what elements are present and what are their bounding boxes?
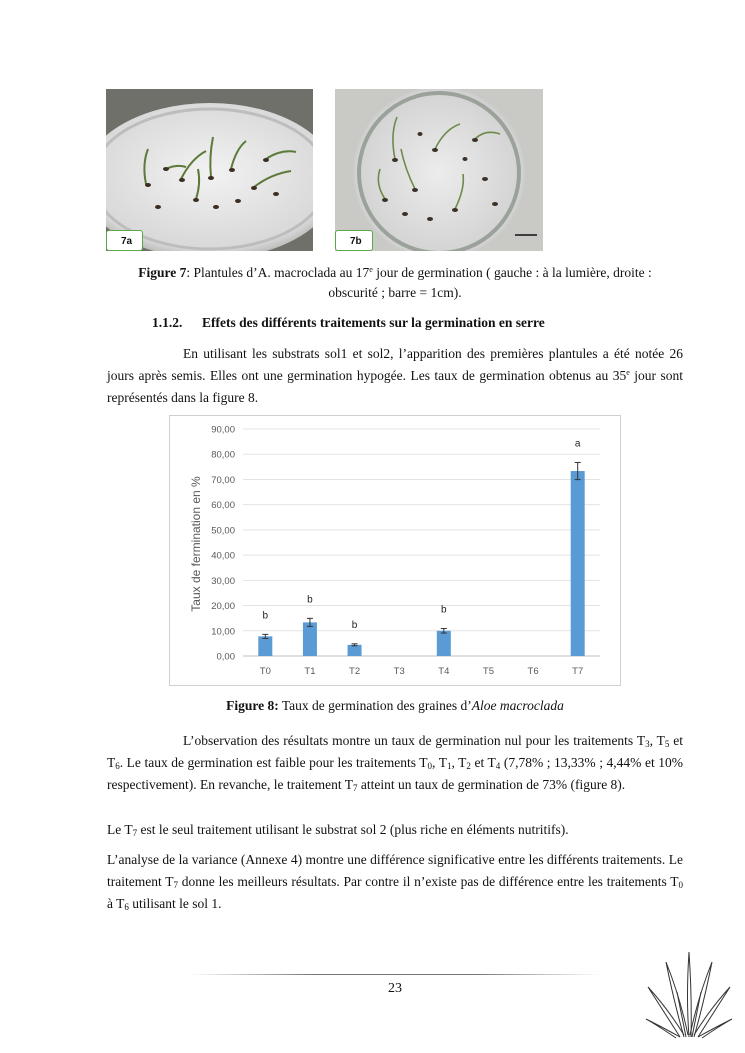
section-heading xyxy=(152,315,545,331)
y-tick-label: 10,00 xyxy=(211,626,235,638)
x-tick-label: T6 xyxy=(527,666,539,677)
photo-label-7b: 7b xyxy=(335,230,373,251)
x-tick-label: T5 xyxy=(482,666,494,677)
y-tick-label: 80,00 xyxy=(211,449,235,461)
paragraph-2: L’observation des résultats montre un taux de germination nul pour les traitements $T_3$, $T_5$ et $T_6$. Le taux de germination est faible pour les traitements $T_0$, $T_1$, $T_2$ et $T_4$ (7,78% ; 13,33% ; 4,44% et 10% respectivement). En revanche, le traitement $T_7$ atteint un taux de germination de 73% (figure 8). xyxy=(107,733,683,793)
x-tick-label: T3 xyxy=(393,666,405,677)
y-tick-label: 70,00 xyxy=(211,474,235,486)
x-tick-label: T1 xyxy=(304,666,316,677)
section-title: Effets des différents traitements sur la germination en serre xyxy=(202,315,545,330)
photo-label-7a: 7a xyxy=(106,230,143,251)
y-tick-label: 60,00 xyxy=(211,500,235,512)
y-tick-label: 40,00 xyxy=(211,550,235,562)
page-number: 23 xyxy=(388,981,402,996)
chart-svg xyxy=(170,416,620,685)
photo-7b xyxy=(335,89,543,251)
footer-rule xyxy=(190,974,600,975)
figure-8-label: Figure 8: xyxy=(226,698,279,713)
y-tick-label: 20,00 xyxy=(211,601,235,613)
germination-chart xyxy=(169,415,621,686)
paragraph-3: Le $T_7$ est le seul traitement utilisant le substrat sol 2 (plus riche en éléments nutritifs). xyxy=(107,822,569,838)
x-tick-label: T0 xyxy=(259,666,271,677)
y-tick-label: 90,00 xyxy=(211,424,235,436)
significance-letter: b xyxy=(262,610,269,622)
paragraph-4: L’analyse de la variance (Annexe 4) montre une différence significative entre les différents traitements. Le traitement $T_7$ donne les meilleurs résultats. Par contre il n’existe pas de différence entre les traitements $T_0$ à $T_6$ utilisant le sol 1. xyxy=(107,852,683,912)
figure-7-label: Figure 7 xyxy=(138,265,187,280)
figure-7-caption: Figure 7: Plantules d’A. macroclada au 17e jour de germination ( gauche : à la lumière, droite : obscurité ; barre = 1cm). xyxy=(138,265,652,300)
bar-t0 xyxy=(258,636,272,656)
y-tick-label: 50,00 xyxy=(211,525,235,537)
x-tick-label: T4 xyxy=(438,666,450,677)
chart-y-axis-label: Taux de fermination en % xyxy=(189,476,203,612)
significance-letter: b xyxy=(307,594,313,606)
x-tick-label: T7 xyxy=(572,666,584,677)
photo-7a xyxy=(106,89,313,251)
significance-letter: b xyxy=(351,619,358,631)
significance-letter: a xyxy=(574,438,581,450)
significance-letter: b xyxy=(441,604,447,616)
aloe-plant-icon xyxy=(644,947,734,1047)
figure-8-caption: Figure 8: Taux de germination des graines d’Aloe macroclada xyxy=(226,698,564,713)
bar-t2 xyxy=(348,645,362,656)
paragraph-1: En utilisant les substrats sol1 et sol2, l’apparition des premières plantules a été notée 26 jours après semis. Elles ont une germination hypogée. Les taux de germination obtenus au 35e jour sont représentés dans la figure 8. xyxy=(107,346,683,405)
bar-t4 xyxy=(437,631,451,656)
bar-t7 xyxy=(571,471,585,656)
y-tick-label: 0,00 xyxy=(216,651,235,663)
bar-t1 xyxy=(303,622,317,656)
y-tick-label: 30,00 xyxy=(211,575,235,587)
section-number: 1.1.2. xyxy=(152,315,183,330)
x-tick-label: T2 xyxy=(349,666,361,677)
